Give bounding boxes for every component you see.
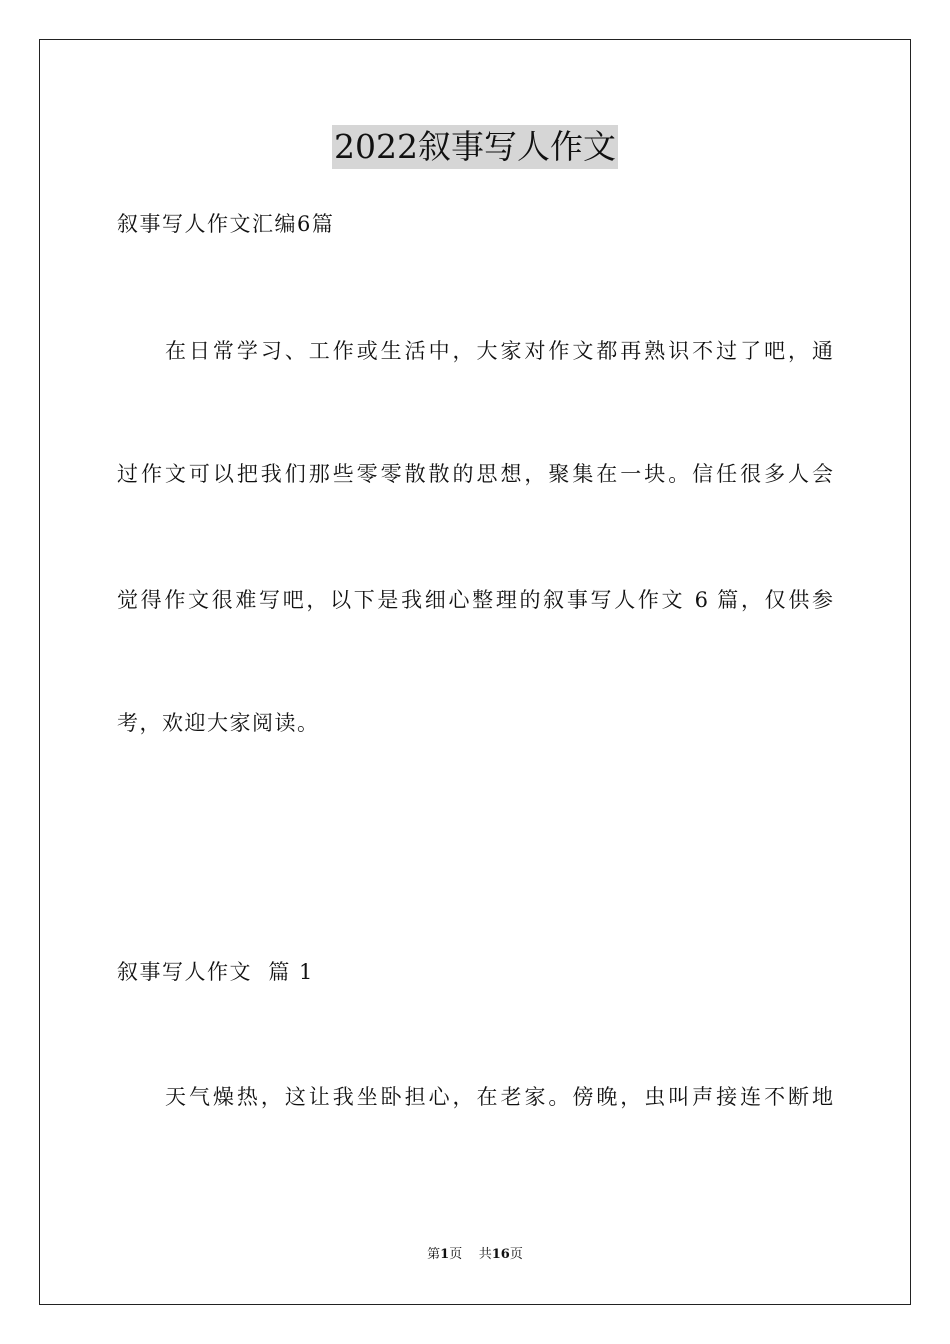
footer-total-prefix: 共 (478, 1247, 492, 1262)
document-title: 2022叙事写人作文 (332, 125, 618, 169)
intro-line-2: 过作文可以把我们那些零零散散的思想，聚集在一块。信任很多人会 (117, 462, 833, 486)
title-container (0, 125, 950, 169)
page-footer (0, 1246, 950, 1264)
footer-page-prefix: 第 (427, 1247, 441, 1262)
document-subtitle: 叙事写人作文汇编6篇 (117, 212, 335, 236)
footer-page-unit: 页 (449, 1247, 463, 1262)
footer-total-unit: 页 (509, 1247, 523, 1262)
intro-line-1: 在日常学习、工作或生活中，大家对作文都再熟识不过了吧，通 (165, 339, 833, 363)
section-heading: 叙事写人作文 篇 1 (117, 960, 314, 984)
intro-line-3: 觉得作文很难写吧，以下是我细心整理的叙事写人作文 6 篇，仅供参 (117, 588, 833, 612)
intro-line-4: 考，欢迎大家阅读。 (117, 711, 320, 735)
footer-page-number: 1 (440, 1247, 450, 1262)
section-first-line: 天气燥热，这让我坐卧担心，在老家。傍晚，虫叫声接连不断地 (165, 1085, 833, 1109)
footer-total-pages: 16 (491, 1247, 510, 1262)
